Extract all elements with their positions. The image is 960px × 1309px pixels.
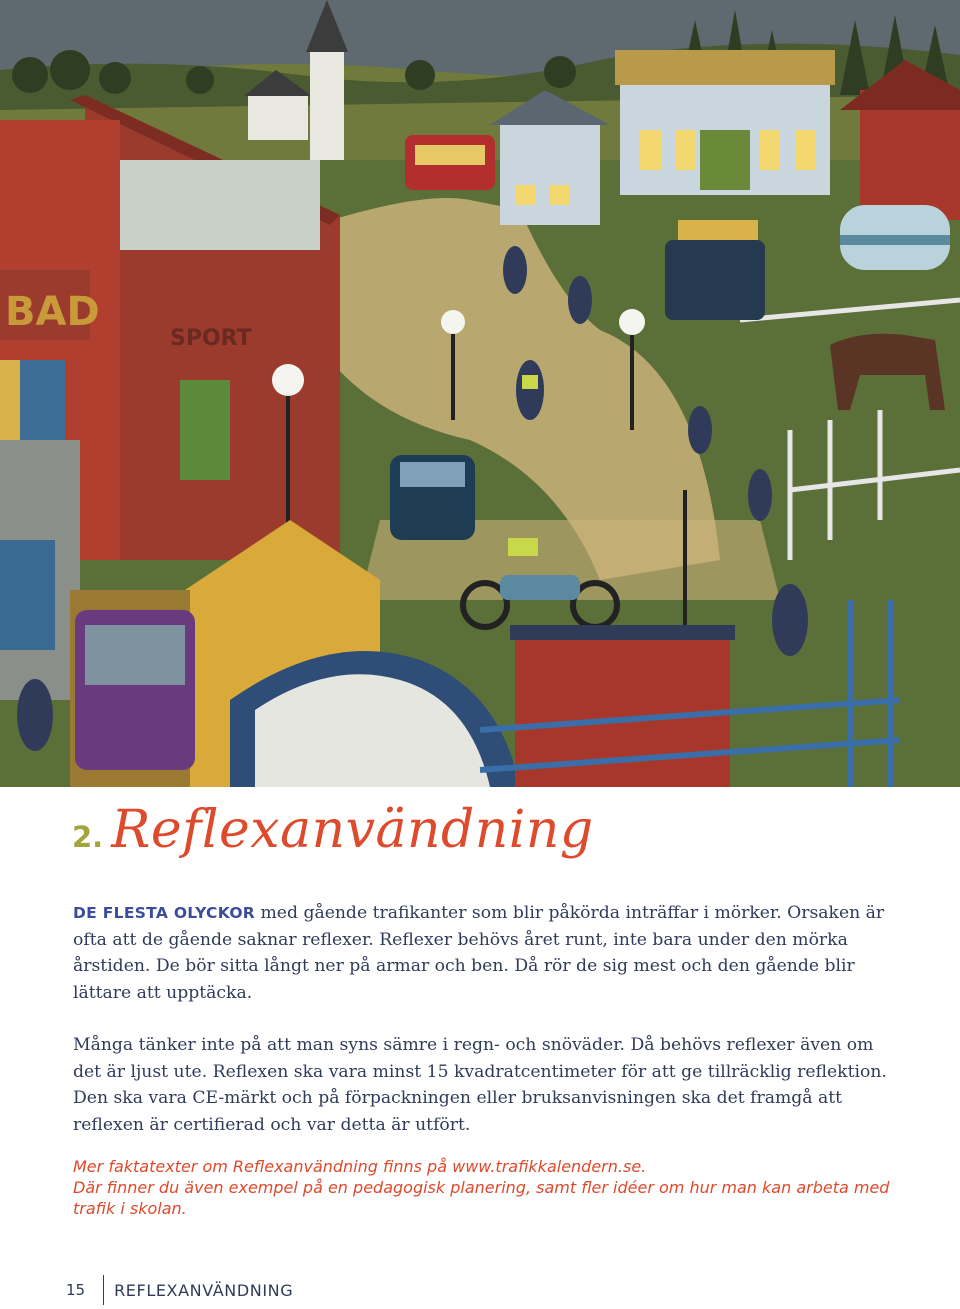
paragraph-2 bbox=[73, 1032, 889, 1138]
section-title: Reflexanvändning bbox=[111, 800, 594, 860]
page-number: 15 bbox=[66, 1281, 86, 1299]
paragraph-1-text: med gående trafikanter som blir påkörda inträffar i mörker. Orsaken är ofta att de gående saknar reflexer. Reflexer behövs året runt, inte bara under den mörka årstiden. De bör sitta långt ner på armar och ben. Då rör de sig mest och den gående blir lättare att upptäcka. bbox=[73, 903, 885, 1003]
note-line-1: Mer faktatexter om Reflexanvändning finns på www.trafikkalendern.se. bbox=[73, 1157, 647, 1176]
note-line-2: Där finner du även exempel på en pedagogisk planering, samt fler idéer om hur man kan arbeta med trafik i skolan. bbox=[73, 1178, 890, 1218]
paragraph-1 bbox=[73, 900, 889, 1006]
page-footer bbox=[66, 1274, 293, 1306]
bad-sign: BAD bbox=[5, 289, 100, 335]
section-heading bbox=[72, 800, 594, 890]
paragraph-lead: DE FLESTA OLYCKOR bbox=[73, 904, 256, 922]
footer-divider bbox=[103, 1275, 104, 1305]
footer-section-name: REFLEXANVÄNDNING bbox=[114, 1280, 294, 1300]
section-number: 2. bbox=[72, 820, 104, 854]
paragraph-2-text: Många tänker inte på att man syns sämre i regn- och snöväder. Då behövs reflexer även om det är ljust ute. Reflexen ska vara minst 15 kvadratcentimeter för att ge tillräcklig reflektion. Den ska vara CE-märkt och på förpackningen eller bruksanvisningen ska det framgå att reflexen är certifierad och var detta är utfört. bbox=[73, 1035, 887, 1135]
info-note bbox=[73, 1156, 893, 1219]
sport-sign: SPORT bbox=[170, 326, 252, 351]
